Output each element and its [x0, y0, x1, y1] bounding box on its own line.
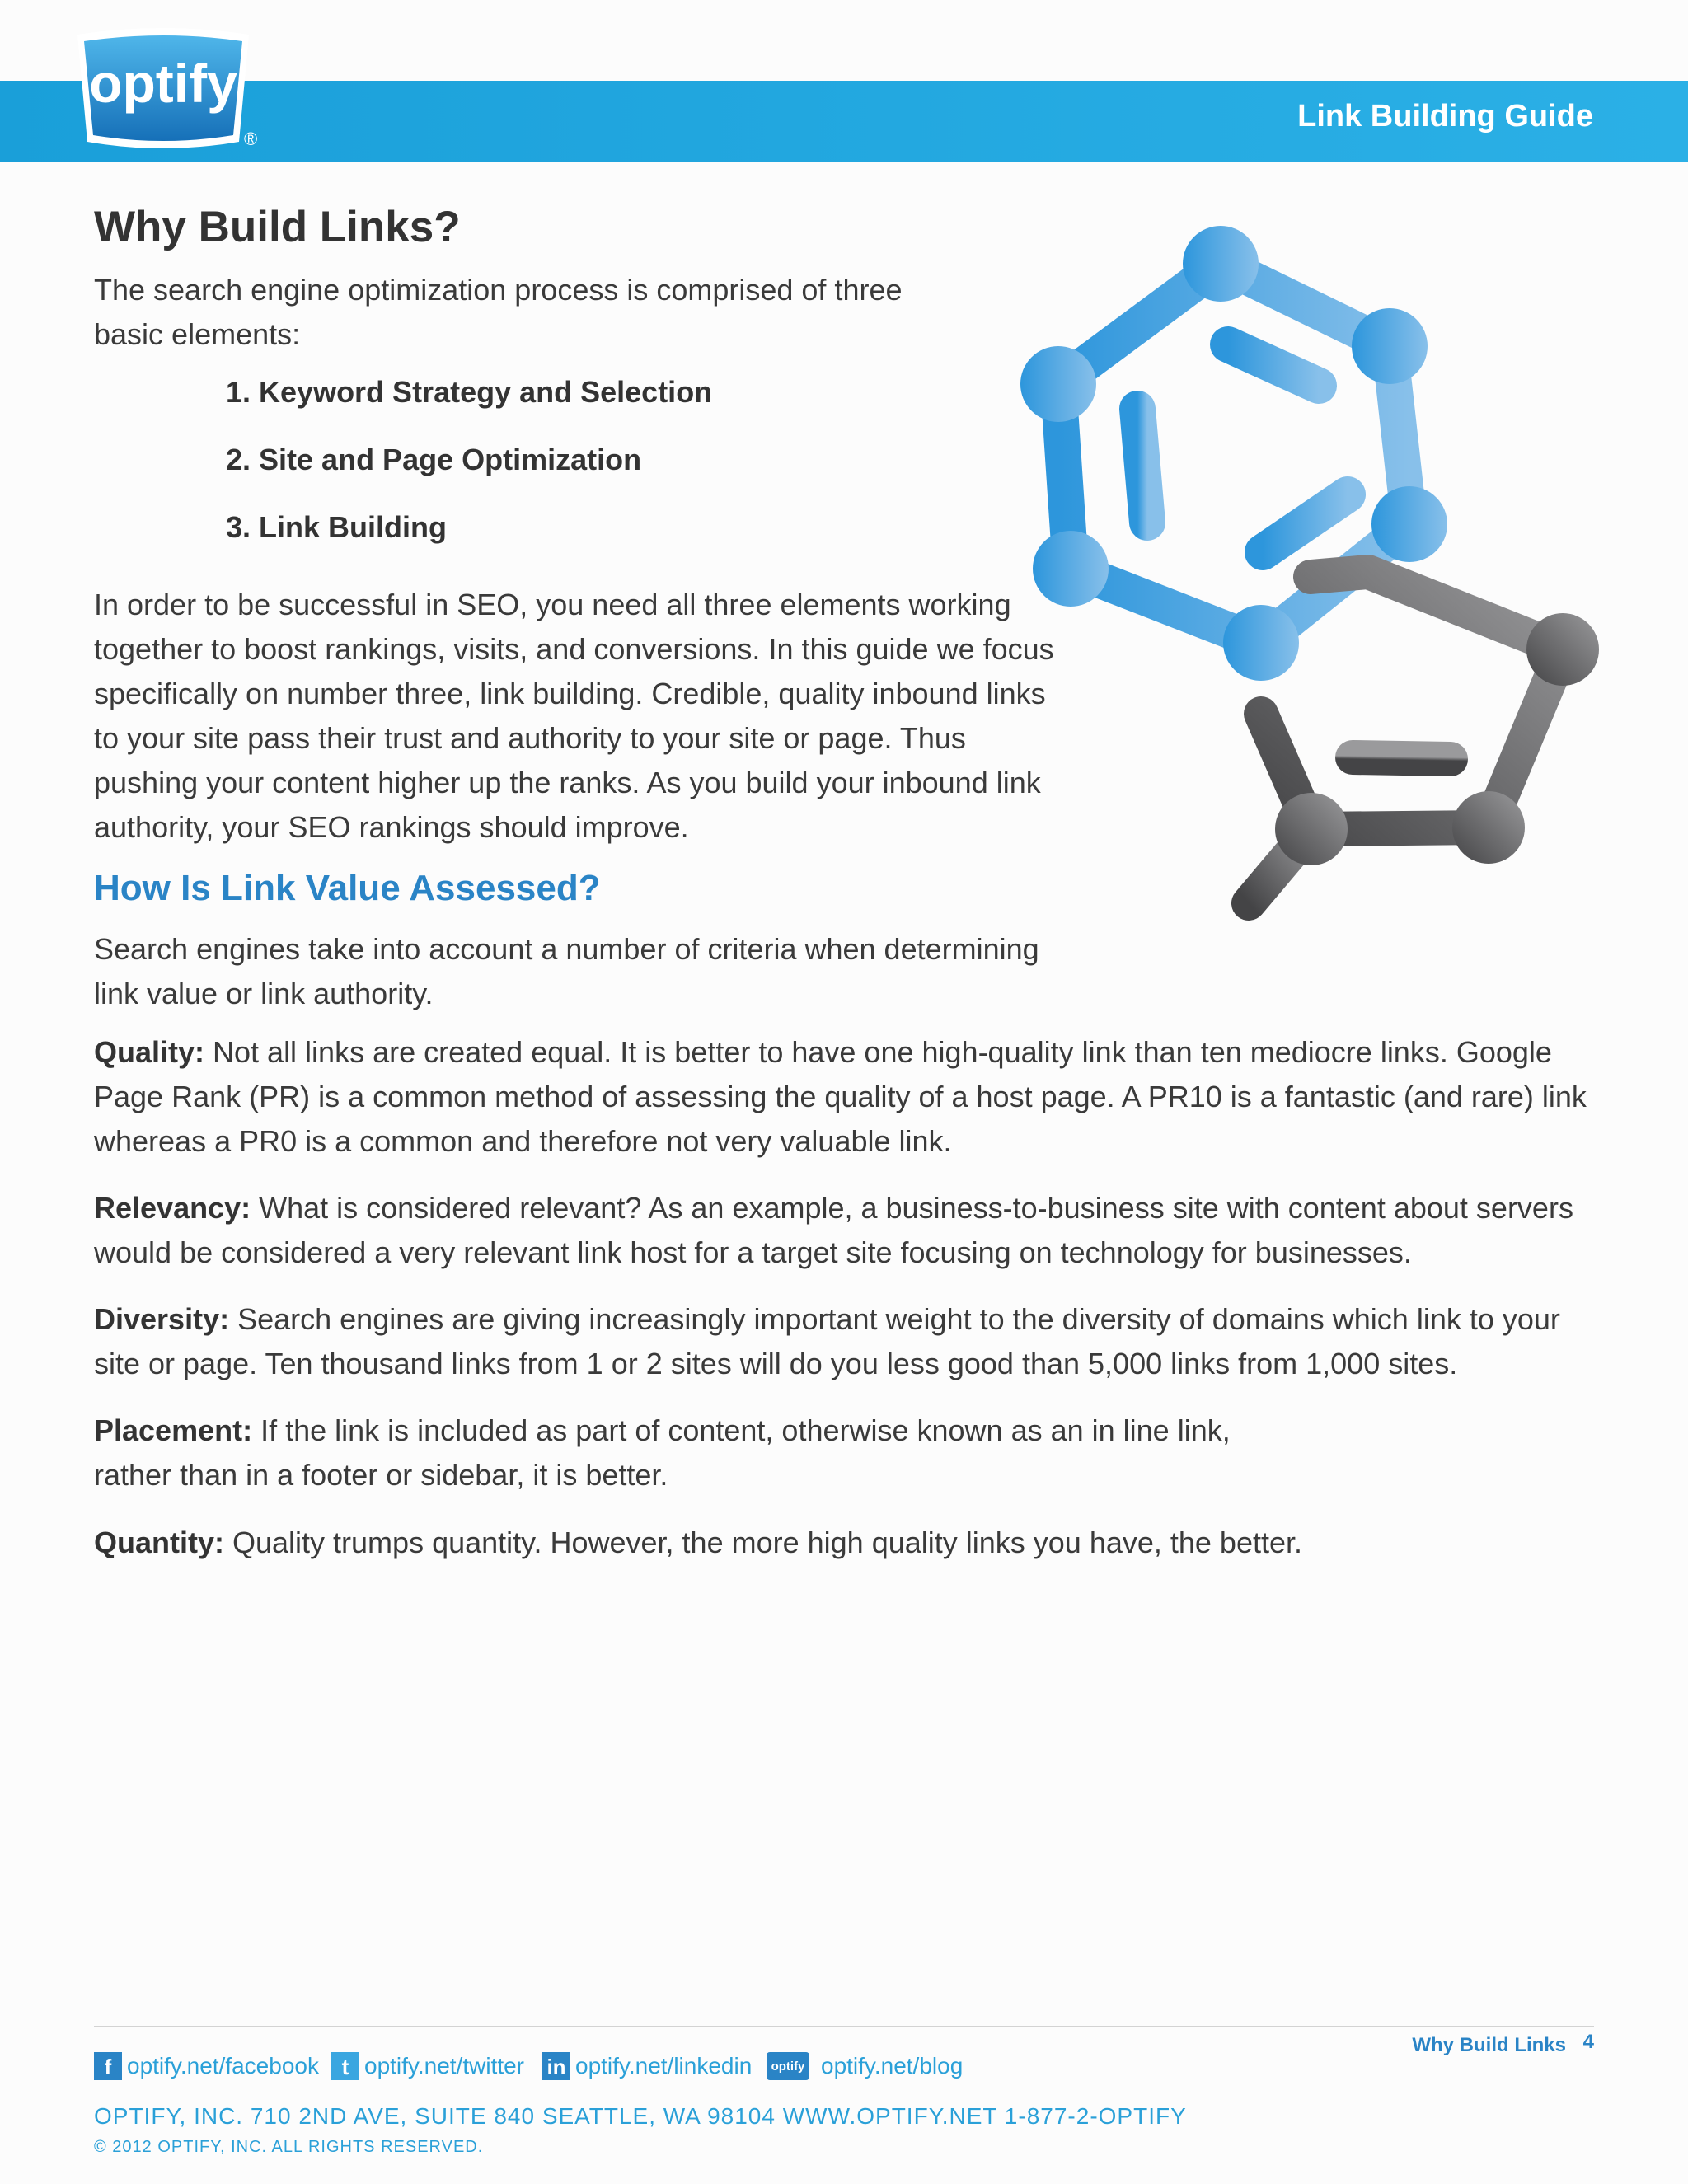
criterion-label: Placement: [94, 1413, 253, 1447]
footer-link-label: optify.net/facebook [127, 2053, 319, 2079]
criterion-label: Diversity: [94, 1302, 230, 1336]
copyright: © 2012 OPTIFY, INC. ALL RIGHTS RESERVED. [94, 2138, 484, 2156]
criteria-intro-paragraph: Search engines take into account a number of criteria when determining link value or link authority. [94, 932, 1039, 1010]
logo-text: optify [89, 53, 237, 114]
criterion-diversity [94, 1297, 1594, 1386]
footer-link-label: optify.net/twitter [364, 2053, 525, 2079]
twitter-icon: t [331, 2052, 359, 2080]
optify-blog-icon: optify [767, 2052, 809, 2080]
linkedin-icon: in [542, 2052, 570, 2080]
body-paragraph: In order to be successful in SEO, you need all three elements working together to boost rankings, visits, and conversions. In this guide we focus specifically on number three, link building. Credible, quality inbound links to your site pass their trust and authority to your site or page. Thus pushing your content higher up the ranks. As you build your inbound link authority, your SEO rankings should improve. [94, 588, 1054, 844]
company-address: OPTIFY, INC. 710 2ND AVE, SUITE 840 SEATTLE, WA 98104 WWW.OPTIFY.NET 1-877-2-OPTIFY [94, 2103, 1187, 2129]
optify-logo[interactable] [71, 26, 256, 152]
footer-link-label: optify.net/blog [821, 2053, 964, 2079]
footer-link-facebook[interactable] [94, 2052, 319, 2080]
footer-link-blog[interactable] [767, 2052, 963, 2080]
footer-page-number: 4 [1582, 2031, 1594, 2053]
criterion-text: Not all links are created equal. It is better to have one high-quality link than ten mediocre links. Google Page Rank (PR) is a common method of assessing the quality of a host page. A PR10 is a fantastic (and rare) link whereas a PR0 is a common and therefore not very valuable link. [94, 1035, 1587, 1158]
criterion-text: What is considered relevant? As an example, a business-to-business site with content about servers would be considered a very relevant link host for a target site focusing on technology for businesses. [94, 1191, 1573, 1269]
step-item: 3. Link Building [226, 510, 447, 544]
footer-section-name: Why Build Links [1412, 2034, 1566, 2056]
seo-steps-list [226, 375, 712, 578]
section-heading-link-value: How Is Link Value Assessed? [94, 868, 601, 908]
guide-title: Link Building Guide [1297, 99, 1593, 134]
step-item: 2. Site and Page Optimization [226, 443, 642, 476]
footer-divider [94, 2026, 1594, 2027]
criterion-text: Quality trumps quantity. However, the more high quality links you have, the better. [224, 1526, 1303, 1559]
step-item: 1. Keyword Strategy and Selection [226, 375, 713, 409]
footer-link-twitter[interactable] [331, 2052, 524, 2080]
criterion-text: Search engines are giving increasingly important weight to the diversity of domains which link to your site or page. Ten thousand links from 1 or 2 sites will do you less good than 5,000 links from 1,000 sites. [94, 1302, 1560, 1380]
footer-link-label: optify.net/linkedin [575, 2053, 753, 2079]
molecule-illustration [1014, 223, 1607, 948]
criterion-relevancy [94, 1186, 1594, 1275]
footer-link-linkedin[interactable] [542, 2052, 752, 2080]
facebook-icon: f [94, 2052, 122, 2080]
criterion-text: If the link is included as part of content, otherwise known as an in line link, rather than in a footer or sidebar, it is better. [94, 1413, 1231, 1492]
registered-mark: ® [244, 129, 258, 149]
criterion-quality [94, 1030, 1594, 1164]
criterion-label: Quantity: [94, 1526, 224, 1559]
section-heading-why-build-links: Why Build Links? [94, 203, 461, 251]
criterion-placement [94, 1408, 1264, 1497]
criterion-label: Quality: [94, 1035, 205, 1069]
intro-paragraph: The search engine optimization process is comprised of three basic elements: [94, 273, 903, 351]
criterion-quantity [94, 1521, 1594, 1565]
criterion-label: Relevancy: [94, 1191, 251, 1225]
